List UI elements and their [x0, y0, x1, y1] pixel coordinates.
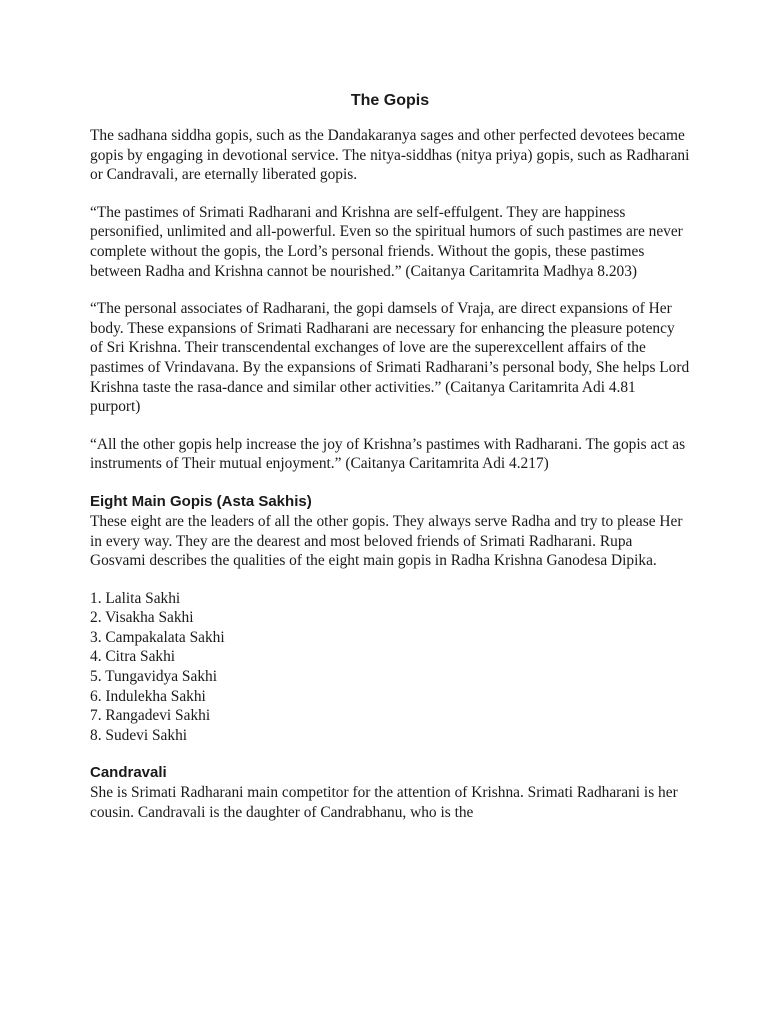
- list-item: 3. Campakalata Sakhi: [90, 628, 225, 646]
- list-item: 6. Indulekha Sakhi: [90, 687, 206, 705]
- list-item: 8. Sudevi Sakhi: [90, 726, 188, 744]
- intro-paragraph: The sadhana siddha gopis, such as the Dandakaranya sages and other perfected devotees became gopis by engaging in devotional service. The nitya-siddhas (nitya priya) gopis, such as Radharani or Candravali, are eternally liberated gopis.: [90, 127, 690, 184]
- list-item: 1. Lalita Sakhi: [90, 589, 181, 607]
- quote-paragraph-adi-4-81: “The personal associates of Radharani, the gopi damsels of Vraja, are direct expansions of Her body. These expansions of Srimati Radharani are necessary for enhancing the pleasure potency of Sri Krishna. Their transcendental exchanges of love are the superexcellent affairs of the pastimes of Vrindavana. By the expansions of Srimati Radharani’s personal body, She helps Lord Krishna taste the rasa-dance and similar other activities.” (Caitanya Caritamrita Adi 4.81 purport): [90, 300, 690, 416]
- page-title: The Gopis: [350, 92, 430, 109]
- gopi-list: [90, 589, 690, 746]
- document-body: [90, 90, 690, 841]
- list-item: 4. Citra Sakhi: [90, 648, 176, 666]
- list-item: 2. Visakha Sakhi: [90, 609, 194, 627]
- section-text-asta-sakhis: These eight are the leaders of all the other gopis. They always serve Radha and try to please Her in every way. They are the dearest and most beloved friends of Srimati Radharani. Rupa Gosvami describes the qualities of the eight main gopis in Radha Krishna Ganodesa Dipika.: [90, 512, 683, 570]
- quote-paragraph-adi-4-217: “All the other gopis help increase the joy of Krishna’s pastimes with Radharani. The gopis act as instruments of Their mutual enjoyment.” (Caitanya Caritamrita Adi 4.217): [90, 435, 686, 473]
- section-text-candravali: She is Srimati Radharani main competitor for the attention of Krishna. Srimati Radharani is her cousin. Candravali is the daughter of Candrabhanu, who is the: [90, 784, 678, 822]
- section-heading-asta-sakhis: Eight Main Gopis (Asta Sakhis): [90, 492, 312, 510]
- quote-paragraph-madhya: “The pastimes of Srimati Radharani and Krishna are self-effulgent. They are happiness personified, unlimited and all-powerful. Even so the spiritual humors of such pastimes are never complete without the gopis, the Lord’s personal friends. Without the gopis, these pastimes between Radha and Krishna cannot be nourished.” (Caitanya Caritamrita Madhya 8.203): [90, 203, 683, 280]
- list-item: 7. Rangadevi Sakhi: [90, 707, 211, 725]
- section-heading-candravali: Candravali: [90, 764, 167, 782]
- list-item: 5. Tungavidya Sakhi: [90, 668, 217, 686]
